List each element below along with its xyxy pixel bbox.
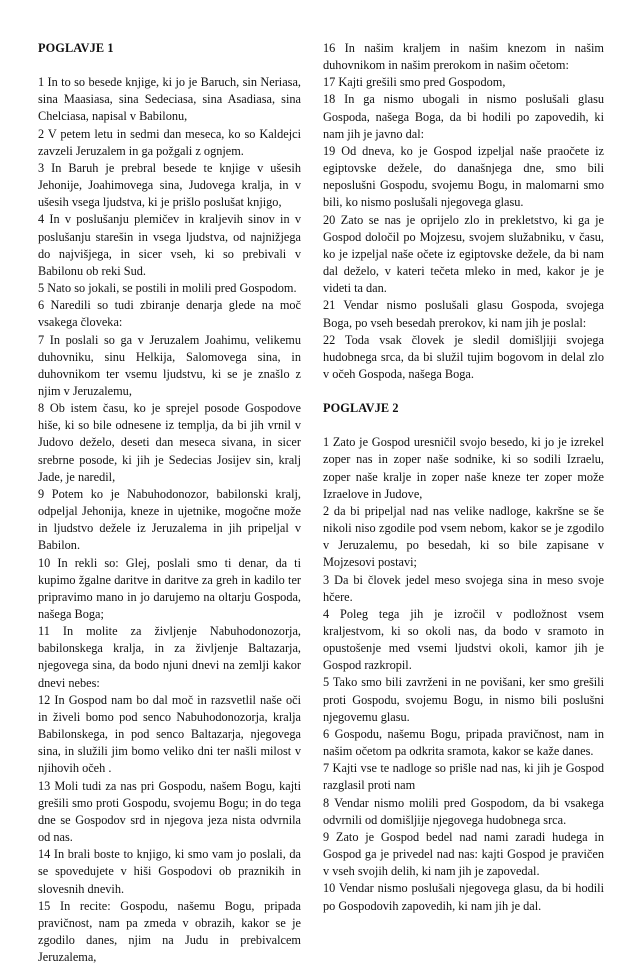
verse-1-19: 19 Od dneva, ko je Gospod izpeljal naše praočete iz egiptovske dežele, do današnjega dne, smo bili neposlušni Gospodu, svojemu Bogu, in malomarni smo bili, ko nismo poslušali njegovega glasu.: [323, 143, 604, 210]
right-column: [323, 40, 604, 913]
verse-2-8: 8 Vendar nismo molili pred Gospodom, da bi vsakega odvrnili od domišljije njegovega hudobnega srca.: [323, 795, 604, 827]
verse-1-22: 22 Toda vsak človek je sledil domišljiji svojega hudobnega srca, da bi služil tujim bogovom in delal zlo v očeh Gospoda, našega Boga.: [323, 332, 604, 381]
verse-1-14: 14 In brali boste to knjigo, ki smo vam jo poslali, da se spovedujete v hiši Gospodovi ob praznikih in slovesnih dnevih.: [38, 847, 301, 896]
verse-1-15: 15 In recite: Gospodu, našemu Bogu, pripada pravičnost, nam pa zmeda v obrazih, kakor se je zgodilo danes, njim na Judu in prebivalcem Jeruzalema,: [38, 898, 301, 965]
verse-1-2: 2 V petem letu in sedmi dan meseca, ko so Kaldejci zavzeli Jeruzalem in ga požgali z ognjem.: [38, 126, 301, 158]
verse-1-7: 7 In poslali so ga v Jeruzalem Joahimu, velikemu duhovniku, sinu Helkija, Salomovega sina, in duhovnikom ter vsemu ljudstvu, ki se je znašlo z njim v Jeruzalemu,: [38, 332, 301, 398]
left-column: [38, 40, 301, 965]
verse-2-10: 10 Vendar nismo poslušali njegovega glasu, da bi hodili po Gospodovih zapovedih, ki nam jih je dal.: [323, 881, 604, 913]
verse-1-18: 18 In ga nismo ubogali in nismo poslušali glasu Gospoda, našega Boga, da bi hodili po zapovedih, ki nam jih je javno dal:: [323, 92, 604, 141]
verse-1-16: 16 In našim kraljem in našim knezom in našim duhovnikom in našim prerokom in našim očetom:: [323, 41, 604, 73]
chapter-2-heading: POGLAVJE 2: [323, 401, 399, 416]
verse-2-6: 6 Gospodu, našemu Bogu, pripada pravičnost, nam in našim očetom pa odkrita sramota, kakor se kaže danes.: [323, 726, 604, 759]
verse-1-20: 20 Zato se nas je oprijelo zlo in prekletstvo, ki ga je Gospod določil po Mojzesu, svojem služabniku, v času, ko je izpeljal naše očete iz egiptovske dežele, da bi nam dal deželo, v kateri tečeta mleko in med, kakor je je videti ta dan.: [323, 212, 604, 296]
verse-1-5: 5 Nato so jokali, se postili in molili pred Gospodom.: [38, 281, 297, 296]
verse-1-12: 12 In Gospod nam bo dal moč in razsvetlil naše oči in živeli bomo pod senco Nabuhodonozorja, kralja Babilonskega, in pod senco Baltazarja, njegovega sina, in služili jim bomo veliko dni ter našli milost v njihovih očeh .: [38, 692, 301, 776]
verse-1-13: 13 Moli tudi za nas pri Gospodu, našem Bogu, kajti grešili smo proti Gospodu, svojemu Bogu; in do tega dne se Gospodov srd in njegova jeza nista odvrnila od nas.: [38, 778, 301, 845]
chapter-1-heading: POGLAVJE 1: [38, 41, 114, 55]
verse-2-5: 5 Tako smo bili zavrženi in ne povišani, ker smo grešili proti Gospodu, svojemu Bogu, in nismo bili poslušni njegovemu glasu.: [323, 675, 604, 724]
verse-1-21: 21 Vendar nismo poslušali glasu Gospoda, svojega Boga, po vseh besedah prerokov, ki nam jih je poslal:: [323, 298, 604, 330]
verse-1-11: 11 In molite za življenje Nabuhodonozorja, babilonskega kralja, in za življenje Baltazarja, njegovega sina, da bodo njuni dnevi na zemlji kakor dnevi nebes:: [38, 624, 301, 690]
verse-1-4: 4 In v poslušanju plemičev in kraljevih sinov in v poslušanju starešin in vsega ljudstva, od najnižjega do najvišjega, in sicer vseh, ki so prebivali v Babilonu ob reki Sud.: [38, 212, 301, 278]
verse-2-1: 1 Zato je Gospod uresničil svojo besedo, ki jo je izrekel zoper nas in zoper naše sodnike, ki so sodili Izraelu, zoper naše kralje in zoper naše kneze ter zoper može Izraelove in Judove,: [323, 435, 604, 501]
verse-2-2: 2 da bi pripeljal nad nas velike nadloge, kakršne se še nikoli niso zgodile pod vsem nebom, kakor se je zgodilo v Jeruzalemu, po besedah, ki so bile zapisane v Mojzesovi postavi;: [323, 503, 604, 570]
verse-1-9: 9 Potem ko je Nabuhodonozor, babilonski kralj, odpeljal Jehonija, kneze in ujetnike, mogočne može in ljudstvo dežele iz Jeruzalema in jih pripeljal v Babilon.: [38, 486, 301, 553]
verse-2-7: 7 Kajti vse te nadloge so prišle nad nas, ki jih je Gospod razglasil proti nam: [323, 761, 604, 793]
verse-2-4: 4 Poleg tega jih je izročil v podložnost vsem kraljestvom, ki so okoli nas, da bodo v sramoto in opustošenje med vsemi ljudstvi okoli, kamor jih je Gospod razkropil.: [323, 606, 604, 673]
verse-1-10: 10 In rekli so: Glej, poslali smo ti denar, da ti kupimo žgalne daritve in daritve za greh in kadilo ter pripravimo mano in jo darujemo na oltarju Gospoda, našega Boga;: [38, 555, 301, 621]
verse-1-3: 3 In Baruh je prebral besede te knjige v ušesih Jehonije, Joahimovega sina, Judovega kralja, in v ušesih vsega ljudstva, ki je prišlo poslušat knjigo,: [38, 160, 301, 210]
verse-1-8: 8 Ob istem času, ko je sprejel posode Gospodove hiše, ki so bile odnesene iz templja, da bi jih vrnil v Judovo deželo, deseti dan meseca sivana, in sicer srebrne posode, ki jih je Sedecias Josijev sin, kralj Jade, je naredil,: [38, 401, 301, 484]
verse-2-9: 9 Zato je Gospod bedel nad nami zaradi hudega in Gospod ga je privedel nad nas: kajti Gospod je pravičen v vseh svojih delih, ki nam jih je zapovedal.: [323, 829, 604, 879]
verse-1-1: 1 In to so besede knjige, ki jo je Baruch, sin Neriasa, sina Maasiasa, sina Sedeciasa, sina Asadiasa, sina Chelciasa, napisal v Babilonu,: [38, 75, 301, 124]
verse-1-17: 17 Kajti grešili smo pred Gospodom,: [323, 75, 506, 90]
verse-2-3: 3 Da bi človek jedel meso svojega sina in meso svoje hčere.: [323, 572, 604, 604]
verse-1-6: 6 Naredili so tudi zbiranje denarja glede na moč vsakega človeka:: [38, 298, 301, 330]
